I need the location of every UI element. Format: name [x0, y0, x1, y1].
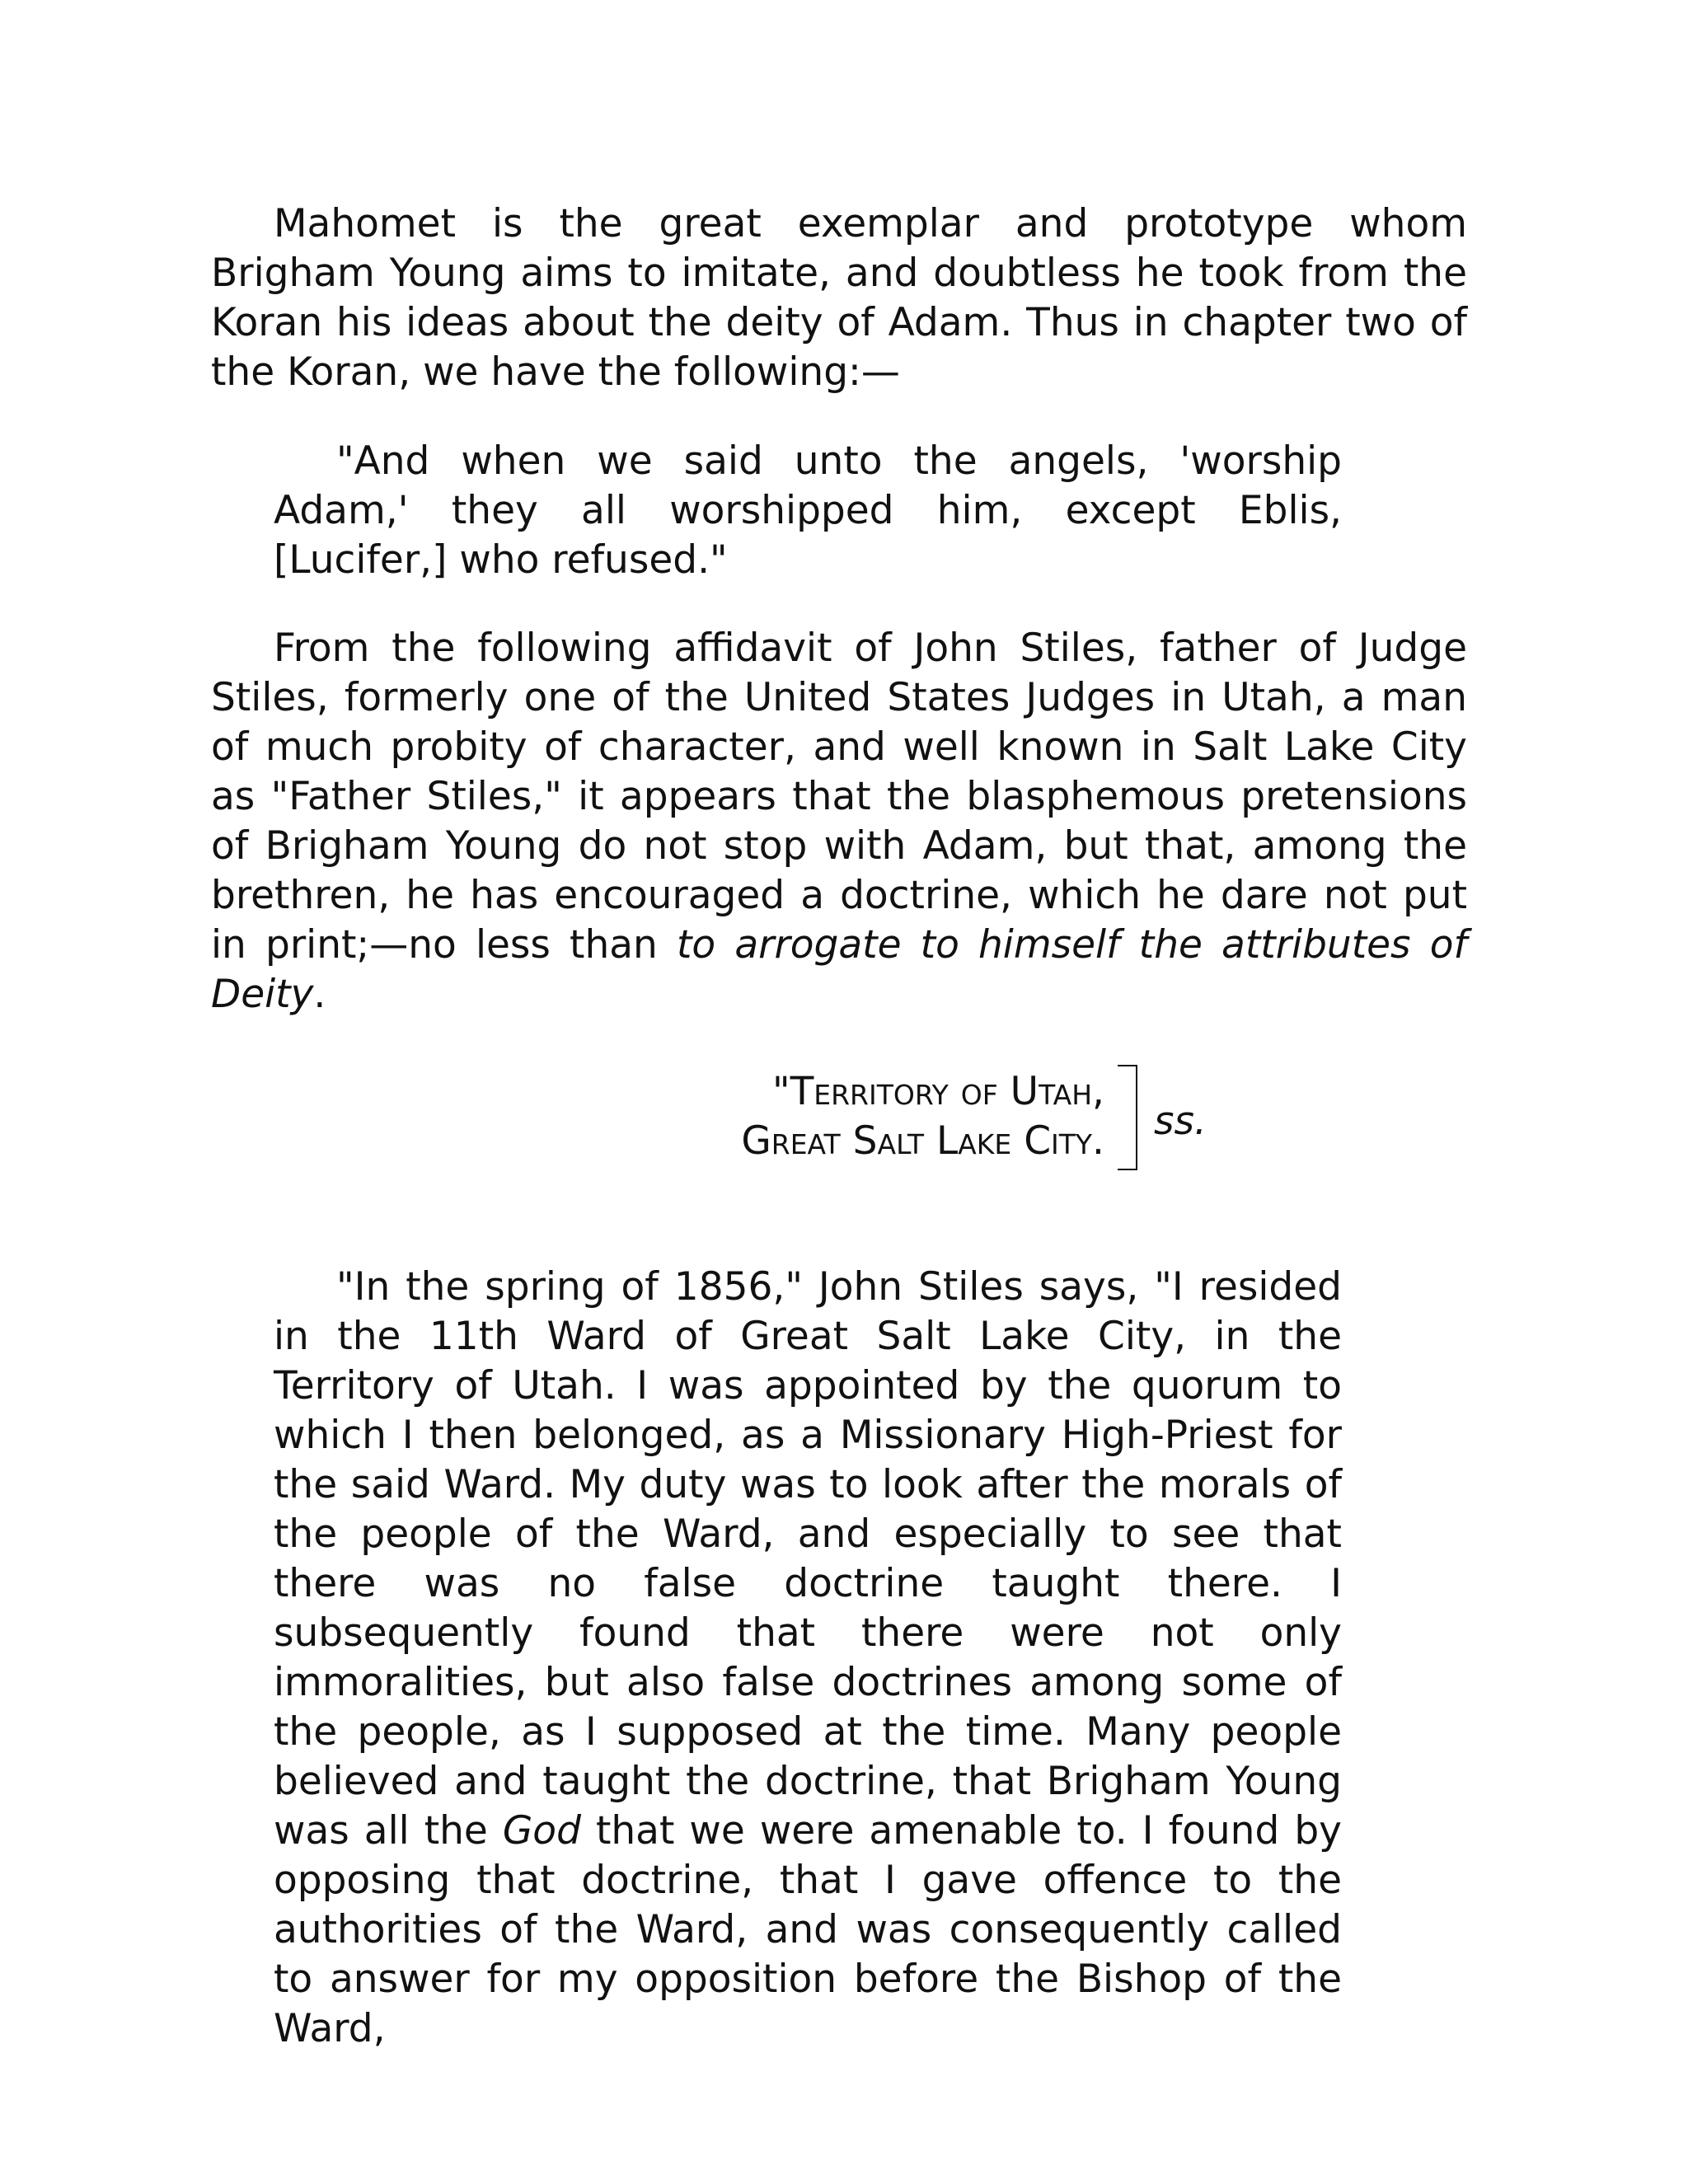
venue-bracket: [1118, 1065, 1137, 1170]
quote-koran: "And when we said unto the angels, 'worship Adam,' they all worshipped him, except Eblis, [Lucifer,] who refused.": [274, 438, 1342, 583]
venue-line-territory: "Territory of Utah,: [771, 1069, 1104, 1114]
paragraph-affidavit-intro: [211, 624, 1467, 1019]
paragraph-affidavit-emphasis: to arrogate to himself the attributes of Deity: [211, 922, 1467, 1017]
venue-line-city: Great Salt Lake City.: [741, 1118, 1104, 1164]
quote-affidavit: [274, 1263, 1342, 2054]
quote-affidavit-text-after: that we were amenable to. I found by opposing that doctrine, that I gave offence to the authorities of the Ward, and was consequently called to answer for my opposition before the Bishop of the Ward,: [274, 1808, 1342, 2051]
paragraph-affidavit-end: .: [313, 972, 326, 1017]
paragraph-mahomet: Mahomet is the great exemplar and prototype whom Brigham Young aims to imitate, and doubtless he took from the Koran his ideas about the deity of Adam. Thus in chapter two of the Koran, we have the following:—: [211, 201, 1467, 395]
venue-caption: [676, 1067, 1104, 1166]
paragraph-affidavit-text: From the following affidavit of John Stiles, father of Judge Stiles, formerly one of the United States Judges in Utah, a man of much probity of character, and well known in Salt Lake City as "Father Stiles," it appears that the blasphemous pretensions of Brigham Young do not stop with Adam, but that, among the brethren, he has encouraged a doctrine, which he dare not put in print;—no less than: [211, 626, 1467, 968]
venue-ss: ss.: [1154, 1099, 1207, 1144]
quote-affidavit-emphasis: God: [502, 1808, 581, 1854]
quote-affidavit-text-before: "In the spring of 1856," John Stiles says, "I resided in the 11th Ward of Great Salt Lake City, in the Territory of Utah. I was appointed by the quorum to which I then belonged, as a Missionary High-Priest for the said Ward. My duty was to look after the morals of the people of the Ward, and especially to see that there was no false doctrine taught there. I subsequently found that there were not only immoralities, but also false doctrines among some of the people, as I supposed at the time. Many people believed and taught the doctrine, that Brigham Young was all the: [274, 1264, 1342, 1854]
